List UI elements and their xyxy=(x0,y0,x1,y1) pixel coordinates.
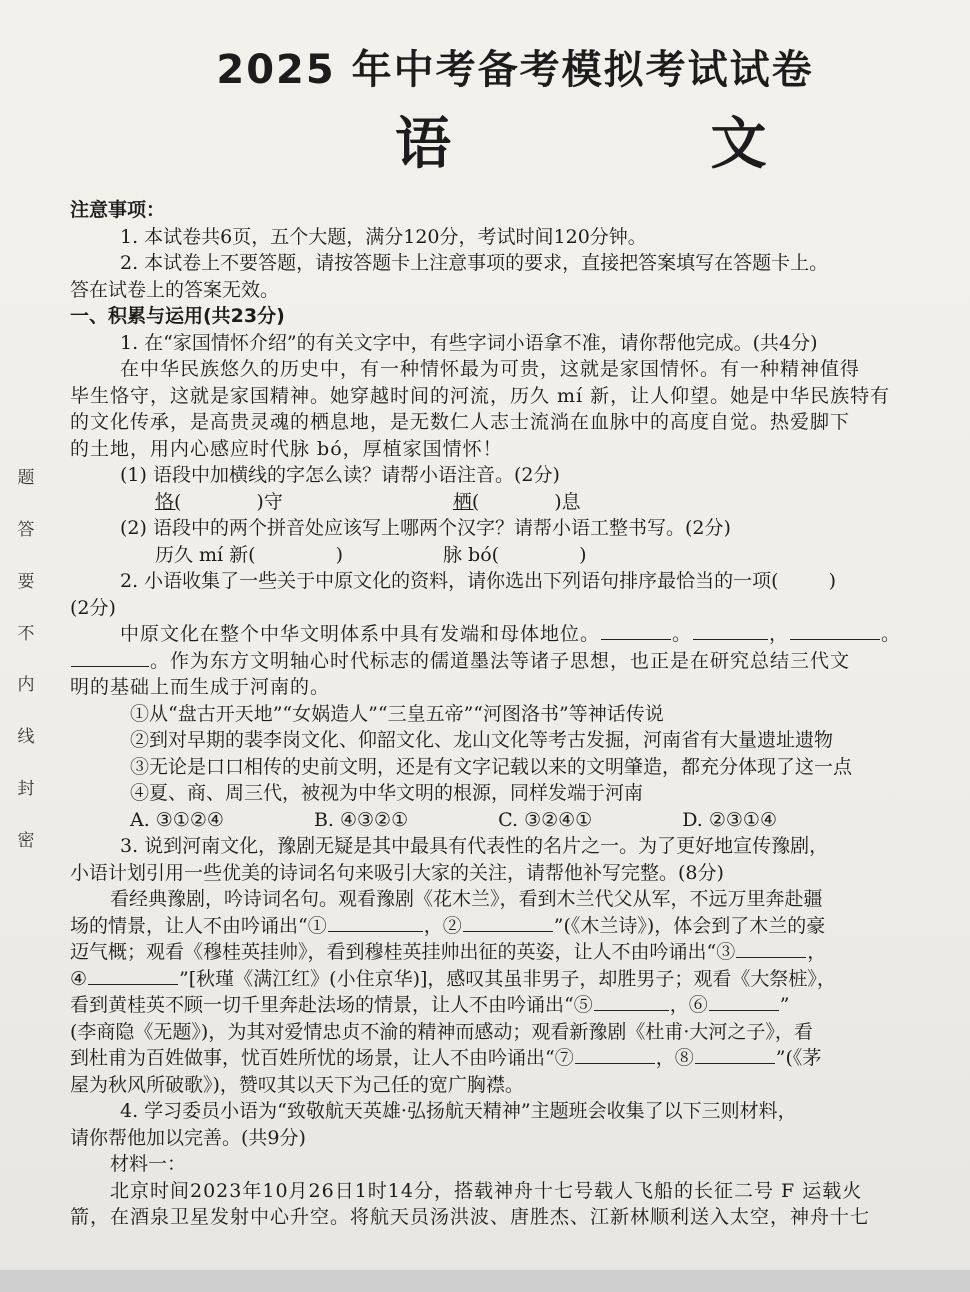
passage-text: 。作为东方文明轴心时代标志的儒道墨法等诸子思想，也正是在研究总结三代文 xyxy=(150,649,851,672)
exam-subject: 语 文 xyxy=(395,112,887,177)
choice-a[interactable]: A. ③①②④ xyxy=(130,808,224,831)
exam-title: 2025 年中考备考模拟考试试卷 xyxy=(216,47,814,93)
bottom-edge xyxy=(0,1270,970,1292)
material-1-label: 材料一： xyxy=(110,1153,187,1175)
binding-char: 封 xyxy=(17,779,35,800)
option-4: ④夏、商、周三代，被视为中华文明的根源，同样发端于河南 xyxy=(130,782,644,804)
choices xyxy=(70,807,948,834)
question-3-passage xyxy=(70,939,948,966)
passage-text: ， xyxy=(807,941,827,963)
passage-text: 看到黄桂英不顾一切千里奔赴法场的情景，让人不由吟诵出“⑤ xyxy=(70,994,593,1016)
answer-slot-qi: 栖( xyxy=(452,490,480,513)
exam-content xyxy=(70,197,948,1231)
passage-text: ④ xyxy=(70,967,88,990)
passage-line: 在中华民族悠久的历史中，有一种情怀最为可贵，这就是家国情怀。有一种精神值得 xyxy=(120,358,861,380)
question-3-passage xyxy=(70,992,948,1019)
question-1-2-answers xyxy=(70,542,948,569)
choice-b[interactable]: B. ④③②① xyxy=(313,808,409,831)
passage-text: 到杜甫为百姓做事，忧百姓所忧的场景，让人不由吟诵出“⑦ xyxy=(70,1047,574,1069)
binding-line-text xyxy=(6,470,46,850)
note-2b: 答在试卷上的答案无效。 xyxy=(70,278,280,301)
question-3-passage: 看经典豫剧，吟诗词名句。观看豫剧《花木兰》，看到木兰代父从军，不远万里奔赴疆 xyxy=(110,888,823,910)
answer-slot-ke: 恪( xyxy=(155,490,182,513)
answer-slot-mi: 历久 mí 新( xyxy=(155,543,256,566)
passage-line: 毕生恪守，这就是家国精神。她穿越时间的河流，历久 mí 新，让人仰望。她是中华民族特有 xyxy=(70,384,891,407)
passage-text: ，⑥ xyxy=(669,994,708,1016)
binding-char: 答 xyxy=(17,519,35,540)
passage-text: ，② xyxy=(423,914,462,937)
answer-slot-bo: 脉 bó( xyxy=(443,543,500,566)
binding-char: 要 xyxy=(17,571,35,592)
option-1: ①从“盘古开天地”“女娲造人”“三皇五帝”“河图洛书”等神话传说 xyxy=(130,702,664,725)
passage-line: 的文化传承，是高贵灵魂的栖息地，是无数仁人志士流淌在血脉中的高度自觉。热爱脚下 xyxy=(70,411,851,433)
question-4: 4. 学习委员小语为“致敬航天英雄·弘扬航天精神”主题班会收集了以下三则材料， xyxy=(120,1100,797,1122)
passage-text: ” xyxy=(779,994,790,1016)
question-3-passage xyxy=(70,1045,948,1072)
question-3-passage xyxy=(70,966,948,993)
option-3: ③无论是口口相传的史前文明，还是有文字记载以来的文明肇造，都充分体现了这一点 xyxy=(130,755,853,778)
question-1-1-answers xyxy=(70,489,948,516)
question-3-passage: 屋为秋风所破歌》)，赞叹其以天下为己任的宽广胸襟。 xyxy=(70,1073,524,1096)
passage-text: 场的情景，让人不由吟诵出“① xyxy=(70,914,327,937)
passage-line: 的土地，用内心感应时代脉 bó，厚植家国情怀！ xyxy=(70,437,503,460)
choice-c[interactable]: C. ③②④① xyxy=(498,808,593,831)
passage-text: ”(《茅 xyxy=(775,1047,822,1069)
question-2 xyxy=(70,568,948,595)
passage-text: 迈气概；观看《穆桂英挂帅》，看到穆桂英挂帅出征的英姿，让人不由吟诵出“③ xyxy=(70,941,736,963)
question-2-passage xyxy=(70,648,948,675)
section-1-heading: 一、积累与运用(共23分) xyxy=(70,305,285,327)
question-2-passage: 中原文化在整个中华文明体系中具有发端和母体地位。 。 ， 。 xyxy=(120,623,902,645)
binding-char: 内 xyxy=(17,675,35,696)
option-2: ②到对早期的裴李岗文化、仰韶文化、龙山文化等考古发掘，河南省有大量遗址遗物 xyxy=(130,729,834,751)
answer-slot-mi-end: ) xyxy=(335,543,344,566)
answer-slot-bo-end: ) xyxy=(579,543,587,566)
binding-char: 线 xyxy=(17,727,35,748)
question-2-paren: ) xyxy=(828,570,837,592)
note-1: 1. 本试卷共6页，五个大题，满分120分，考试时间120分钟。 xyxy=(120,225,647,248)
passage-text: 中原文化在整个中华文明体系中具有发端和母体地位。 xyxy=(120,623,601,645)
material-1-text: 北京时间2023年10月26日1时14分，搭载神舟十七号载人飞船的长征二号 F 运载火 xyxy=(110,1179,863,1202)
question-1: 1. 在“家国情怀介绍”的有关文字中，有些字词小语拿不准，请你帮他完成。(共4分) xyxy=(120,331,818,354)
choice-d[interactable]: D. ②③①④ xyxy=(682,808,777,831)
notes-heading: 注意事项： xyxy=(70,199,166,221)
binding-char: 题 xyxy=(17,468,35,488)
note-2a: 2. 本试卷上不要答题，请按答题卡上注意事项的要求，直接把答案填写在答题卡上。 xyxy=(120,252,829,274)
binding-char: 密 xyxy=(17,830,35,851)
material-1-text: 箭，在酒泉卫星发射中心升空。将航天员汤洪波、唐胜杰、江新林顺利送入太空，神舟十七 xyxy=(70,1206,871,1228)
question-2-text: 2. 小语收集了一些关于中原文化的资料，请你选出下列语句排序最恰当的一项( xyxy=(120,570,779,592)
question-2-score: (2分) xyxy=(70,596,116,619)
question-3: 小语计划引用一些优美的诗词名句来吸引大家的关注，请帮他补写完整。(8分) xyxy=(70,861,724,884)
question-4: 请你帮他加以完善。(共9分) xyxy=(70,1126,306,1149)
question-3-passage xyxy=(70,913,948,940)
question-2-passage: 明的基础上而生成于河南的。 xyxy=(70,676,331,698)
passage-text: ”[秋瑾《满江红》(小住京华)]，感叹其虽非男子，却胜男子；观看《大祭桩》， xyxy=(179,967,836,990)
question-3-passage: (李商隐《无题》)，为其对爱情忠贞不渝的精神而感动；观看新豫剧《杜甫·大河之子》，看 xyxy=(70,1020,813,1043)
question-1-2: (2) 语段中的两个拼音处应该写上哪两个汉字？请帮小语工整书写。(2分) xyxy=(120,517,731,539)
binding-char: 不 xyxy=(17,623,35,644)
answer-slot-ke-end: )守 xyxy=(256,490,283,513)
answer-slot-qi-end: )息 xyxy=(554,490,581,513)
passage-text: ，⑧ xyxy=(655,1047,694,1069)
question-1-1: (1) 语段中加横线的字怎么读？请帮小语注音。(2分) xyxy=(120,464,560,486)
passage-text: ”(《木兰诗》)，体会到了木兰的豪 xyxy=(553,914,826,937)
question-3: 3. 说到河南文化，豫剧无疑是其中最具有代表性的名片之一。为了更好地宣传豫剧， xyxy=(120,835,829,857)
